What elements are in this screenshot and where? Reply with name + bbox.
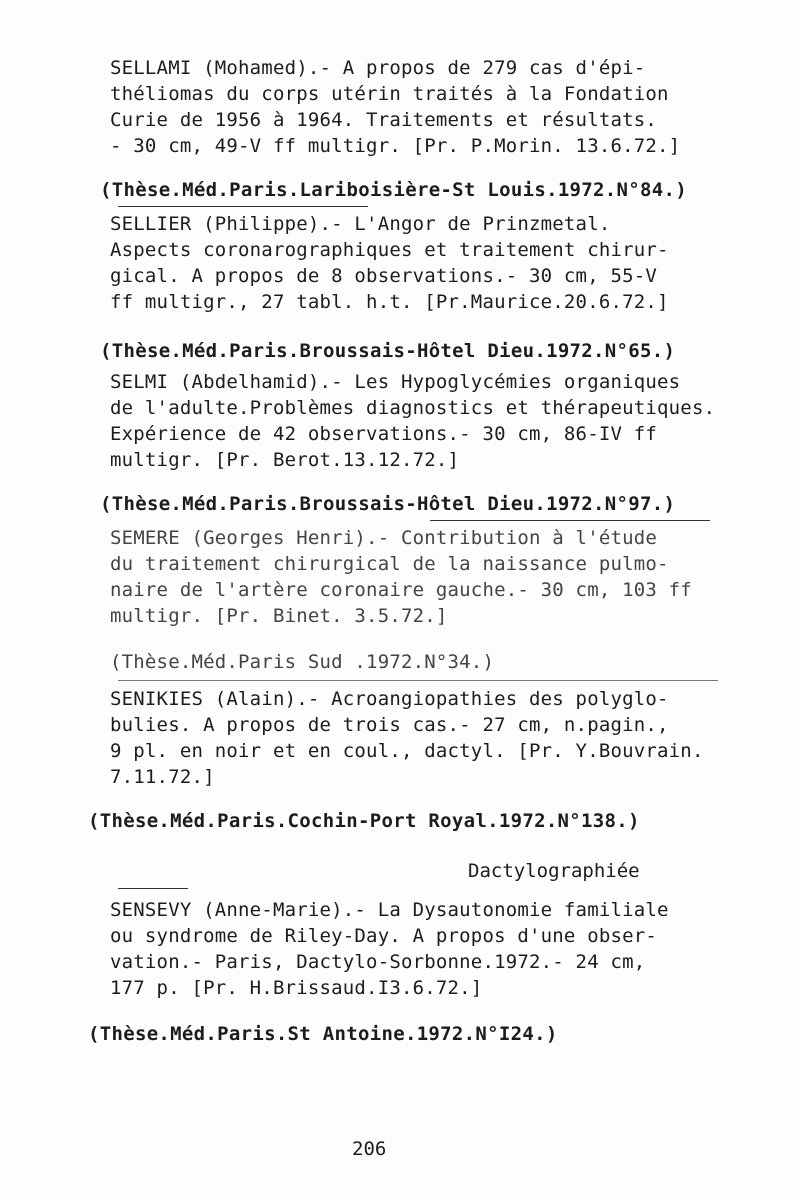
entry-line: - 30 cm, 49-V ff multigr. [Pr. P.Morin. 13.6.72.]	[110, 135, 681, 157]
entry-line: SELLIER (Philippe).- L'Angor de Prinzmetal.	[110, 213, 611, 235]
entry-line: Curie de 1956 à 1964. Traitements et résultats.	[110, 109, 658, 131]
entry-line: 7.11.72.]	[110, 766, 215, 788]
entry-line: ou syndrome de Riley-Day. A propos d'une obser-	[110, 925, 658, 947]
entry-line: théliomas du corps utérin traités à la Fondation	[110, 83, 669, 105]
entry-line: SELLAMI (Mohamed).- A propos de 279 cas d'épi-	[110, 57, 646, 79]
thesis-citation: (Thèse.Méd.Paris.Lariboisière-St Louis.1972.N°84.)	[100, 179, 687, 201]
divider	[118, 206, 368, 207]
entry-line: SEMERE (Georges Henri).- Contribution à l'étude	[110, 527, 658, 549]
entry-line: multigr. [Pr. Binet. 3.5.72.]	[110, 605, 448, 627]
entry-line: 177 p. [Pr. H.Brissaud.I3.6.72.]	[110, 977, 483, 999]
entry-line: ff multigr., 27 tabl. h.t. [Pr.Maurice.20.6.72.]	[110, 291, 669, 313]
divider	[118, 888, 188, 889]
divider	[430, 520, 710, 521]
entry-line: Expérience de 42 observations.- 30 cm, 86-IV ff	[110, 423, 658, 445]
page-number: 206	[352, 1138, 387, 1160]
thesis-citation: (Thèse.Méd.Paris.Broussais-Hôtel Dieu.1972.N°97.)	[100, 493, 676, 515]
entry-line: 9 pl. en noir et en coul., dactyl. [Pr. Y.Bouvrain.	[110, 740, 704, 762]
dactylo-note: Dactylographiée	[468, 860, 640, 882]
entry-line: vation.- Paris, Dactylo-Sorbonne.1972.- 24 cm,	[110, 951, 646, 973]
thesis-citation: (Thèse.Méd.Paris.Cochin-Port Royal.1972.N°138.)	[88, 810, 640, 832]
entry-line: SELMI (Abdelhamid).- Les Hypoglycémies organiques	[110, 371, 681, 393]
entry-line: Aspects coronarographiques et traitement chirur-	[110, 239, 669, 261]
entry-line: SENSEVY (Anne-Marie).- La Dysautonomie familiale	[110, 899, 669, 921]
thesis-citation: (Thèse.Méd.Paris.St Antoine.1972.N°I24.)	[88, 1023, 558, 1045]
entry-line: du traitement chirurgical de la naissance pulmo-	[110, 553, 669, 575]
thesis-citation: (Thèse.Méd.Paris.Broussais-Hôtel Dieu.1972.N°65.)	[100, 340, 676, 362]
divider	[118, 680, 718, 681]
entry-line: naire de l'artère coronaire gauche.- 30 cm, 103 ff	[110, 579, 692, 601]
entry-line: multigr. [Pr. Berot.13.12.72.]	[110, 449, 460, 471]
thesis-citation: (Thèse.Méd.Paris Sud .1972.N°34.)	[110, 651, 495, 673]
entry-line: gical. A propos de 8 observations.- 30 cm, 55-V	[110, 265, 658, 287]
entry-line: SENIKIES (Alain).- Acroangiopathies des polyglo-	[110, 688, 669, 710]
entry-line: de l'adulte.Problèmes diagnostics et thérapeutiques.	[110, 397, 716, 419]
entry-line: bulies. A propos de trois cas.- 27 cm, n.pagin.,	[110, 714, 669, 736]
